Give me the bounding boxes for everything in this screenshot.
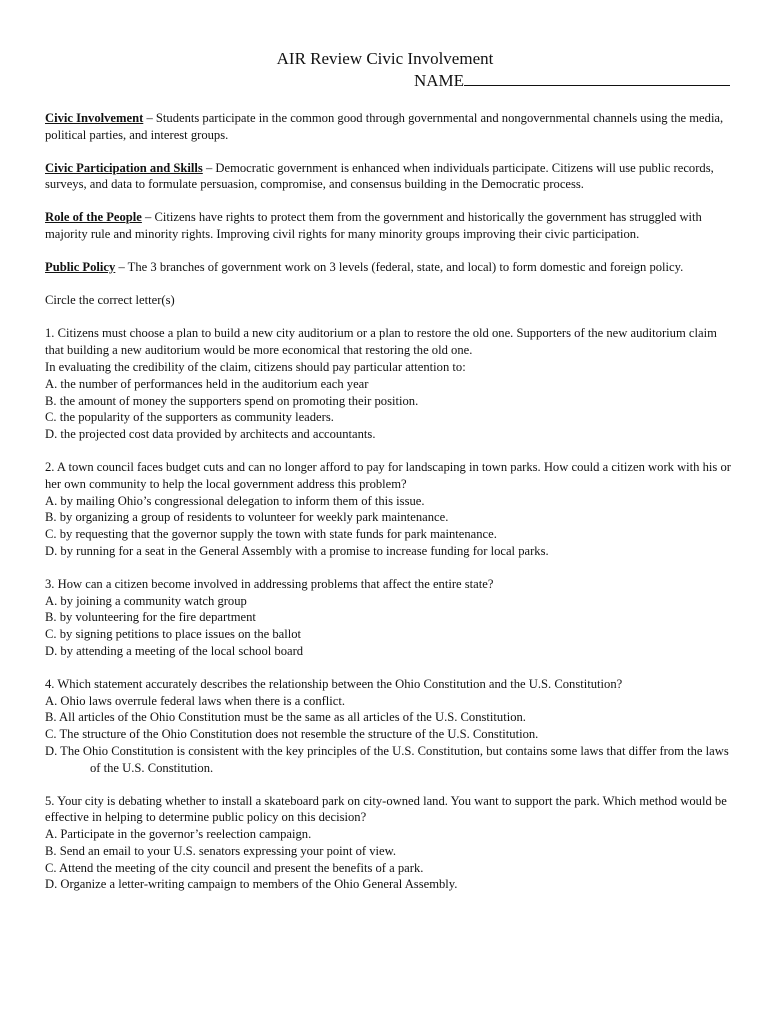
definition-term: Civic Participation and Skills: [45, 160, 203, 175]
answer-option-d[interactable]: D. the projected cost data provided by architects and accountants.: [45, 427, 376, 442]
question-stem: 5. Your city is debating whether to install a skateboard park on city-owned land. You want to support the park. Which method would be effective in helping to determine public policy on this decision?: [45, 793, 727, 825]
definition-civic-involvement: [45, 110, 735, 144]
definition-text: – The 3 branches of government work on 3 levels (federal, state, and local) to form domestic and foreign policy.: [115, 259, 684, 274]
definition-civic-participation: [45, 160, 735, 194]
question-stem: 2. A town council faces budget cuts and can no longer afford to pay for landscaping in town parks. How could a citizen work with his or her own community to help the local government address this problem?: [45, 459, 731, 491]
name-blank-line[interactable]: [464, 70, 730, 86]
answer-option-a[interactable]: A. Ohio laws overrule federal laws when there is a conflict.: [45, 693, 346, 708]
answer-option-c[interactable]: C. Attend the meeting of the city council and present the benefits of a park.: [45, 860, 424, 875]
question-3: [45, 576, 735, 660]
definition-text: – Democratic government is enhanced when individuals participate. Citizens will use public records, surveys, and data to formulate persuasion, compromise, and consensus building in the Democratic process.: [45, 160, 714, 192]
definition-term: Role of the People: [45, 210, 142, 225]
question-stem: 1. Citizens must choose a plan to build a new city auditorium or a plan to restore the old one. Supporters of the new auditorium claim that building a new auditorium would be more economical that restoring the old one.: [45, 326, 717, 358]
page-title: AIR Review Civic Involvement: [276, 49, 494, 68]
answer-option-b[interactable]: B. All articles of the Ohio Constitution must be the same as all articles of the U.S. Constitution.: [45, 710, 526, 725]
answer-option-a[interactable]: A. by joining a community watch group: [45, 593, 247, 608]
definition-public-policy: [45, 259, 735, 276]
definition-text: – Citizens have rights to protect them from the government and historically the government has struggled with majority rule and minority rights. Improving civil rights for many minority groups improving their civic participation.: [45, 210, 702, 241]
question-stem: 3. How can a citizen become involved in addressing problems that affect the entire state?: [45, 576, 494, 591]
answer-option-d[interactable]: D. The Ohio Constitution is consistent with the key principles of the U.S. Constitution, but contains some laws that differ from the laws of the U.S. Constitution.: [45, 743, 729, 775]
name-label: NAME: [414, 71, 465, 90]
answer-option-c[interactable]: C. by signing petitions to place issues on the ballot: [45, 627, 302, 642]
question-stem: In evaluating the credibility of the claim, citizens should pay particular attention to:: [45, 359, 466, 374]
question-stem: 4. Which statement accurately describes the relationship between the Ohio Constitution and the U.S. Constitution?: [45, 676, 623, 691]
name-field: [414, 70, 730, 91]
answer-option-b[interactable]: B. Send an email to your U.S. senators expressing your point of view.: [45, 843, 397, 858]
question-5: [45, 793, 735, 894]
definition-term: Public Policy: [45, 259, 116, 274]
worksheet-content: [45, 110, 735, 909]
answer-option-a[interactable]: A. by mailing Ohio’s congressional delegation to inform them of this issue.: [45, 493, 425, 508]
answer-option-d[interactable]: D. Organize a letter-writing campaign to members of the Ohio General Assembly.: [45, 877, 458, 892]
definition-role-of-people: [45, 209, 735, 243]
answer-option-b[interactable]: B. by volunteering for the fire department: [45, 610, 256, 625]
answer-option-a[interactable]: A. Participate in the governor’s reelection campaign.: [45, 827, 312, 842]
answer-option-d[interactable]: D. by attending a meeting of the local school board: [45, 643, 304, 658]
question-2: [45, 459, 735, 560]
answer-option-b[interactable]: B. the amount of money the supporters spend on promoting their position.: [45, 393, 419, 408]
answer-option-a[interactable]: A. the number of performances held in the auditorium each year: [45, 376, 369, 391]
instruction-text: Circle the correct letter(s): [45, 292, 175, 307]
question-4: [45, 676, 735, 777]
definition-term: Civic Involvement: [45, 111, 144, 125]
answer-option-c[interactable]: C. The structure of the Ohio Constitution does not resemble the structure of the U.S. Constitution.: [45, 727, 539, 742]
question-1: [45, 325, 735, 443]
definition-text: – Students participate in the common good through governmental and nongovernmental channels using the media, political parties, and interest groups.: [45, 111, 724, 142]
answer-option-c[interactable]: C. by requesting that the governor supply the town with state funds for park maintenance.: [45, 527, 497, 542]
answer-option-d[interactable]: D. by running for a seat in the General Assembly with a promise to increase funding for local parks.: [45, 543, 549, 558]
answer-option-b[interactable]: B. by organizing a group of residents to volunteer for weekly park maintenance.: [45, 510, 449, 525]
answer-option-c[interactable]: C. the popularity of the supporters as community leaders.: [45, 410, 334, 425]
